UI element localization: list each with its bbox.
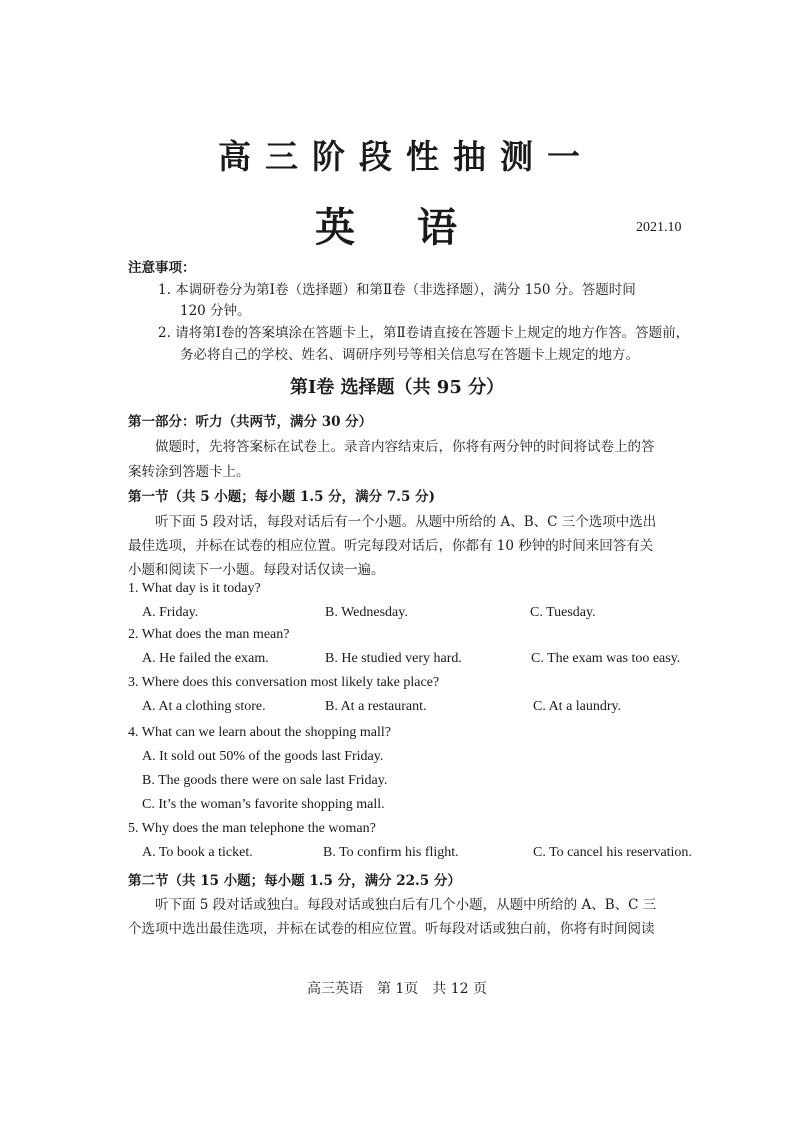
subject-title: 英语 — [315, 204, 519, 251]
question-1-option-a: A. Friday. — [142, 605, 199, 620]
question-5-option-a: A. To book a ticket. — [142, 845, 253, 860]
question-1-option-b: B. Wednesday. — [325, 605, 408, 620]
notice-item-2-line-1: 2. 请将第Ⅰ卷的答案填涂在答题卡上，第Ⅱ卷请直接在答题卡上规定的地方作答。答题前， — [158, 325, 690, 341]
question-2-option-c: C. The exam was too easy. — [531, 651, 681, 666]
part-1-heading: 第一部分：听力（共两节，满分 30 分） — [128, 414, 373, 430]
notice-item-2-line-2: 务必将自己的学校、姓名、调研序列号等相关信息写在答题卡上规定的地方。 — [180, 347, 639, 363]
question-5: 5. Why does the man telephone the woman? — [128, 821, 376, 836]
question-3-option-b: B. At a restaurant. — [325, 699, 427, 714]
part-1-intro-line-1: 做题时，先将答案标在试卷上。录音内容结束后，你将有两分钟的时间将试卷上的答 — [155, 439, 655, 455]
question-1: 1. What day is it today? — [128, 581, 261, 596]
question-1-option-c: C. Tuesday. — [530, 605, 596, 620]
section-2-heading: 第二节（共 15 小题；每小题 1.5 分，满分 22.5 分） — [128, 873, 461, 889]
question-4-option-a: A. It sold out 50% of the goods last Friday. — [142, 749, 384, 764]
exam-date: 2021.10 — [636, 220, 682, 235]
notice-heading: 注意事项： — [128, 260, 196, 276]
question-5-option-c: C. To cancel his reservation. — [533, 845, 692, 860]
notice-item-1-line-1: 1. 本调研卷分为第Ⅰ卷（选择题）和第Ⅱ卷（非选择题），满分 150 分。答题时间 — [158, 282, 636, 298]
page-footer: 高三英语 第 1页 共 12 页 — [306, 981, 488, 997]
question-2-option-b: B. He studied very hard. — [325, 651, 462, 666]
question-4-option-b: B. The goods there were on sale last Friday. — [142, 773, 388, 788]
question-2: 2. What does the man mean? — [128, 627, 290, 642]
exam-title: 高三阶段性抽测一 — [218, 137, 594, 176]
question-3-option-c: C. At a laundry. — [533, 699, 622, 714]
question-4: 4. What can we learn about the shopping mall? — [128, 725, 391, 740]
section-1-intro-line-3: 小题和阅读下一小题。每段对话仅读一遍。 — [128, 562, 385, 578]
section-1-intro-line-1: 听下面 5 段对话，每段对话后有一个小题。从题中所给的 A、B、C 三个选项中选出 — [155, 514, 657, 530]
section-2-intro-line-2: 个选项中选出最佳选项，并标在试卷的相应位置。听每段对话或独白前，你将有时间阅读 — [128, 921, 655, 937]
notice-item-1-line-2: 120 分钟。 — [180, 303, 251, 319]
question-4-option-c: C. It’s the woman’s favorite shopping mall. — [142, 797, 385, 812]
section-1-heading: 第一节（共 5 小题；每小题 1.5 分，满分 7.5 分) — [128, 489, 435, 505]
question-5-option-b: B. To confirm his flight. — [323, 845, 459, 860]
volume-1-title: 第Ⅰ卷 选择题（共 95 分） — [289, 377, 505, 398]
part-1-intro-line-2: 案转涂到答题卡上。 — [128, 464, 250, 480]
section-2-intro-line-1: 听下面 5 段对话或独白。每段对话或独白后有几个小题，从题中所给的 A、B、C 三 — [155, 897, 657, 913]
question-3-option-a: A. At a clothing store. — [142, 699, 266, 714]
question-2-option-a: A. He failed the exam. — [142, 651, 269, 666]
question-3: 3. Where does this conversation most likely take place? — [128, 675, 440, 690]
section-1-intro-line-2: 最佳选项，并标在试卷的相应位置。听完每段对话后，你都有 10 秒钟的时间来回答有关 — [128, 538, 654, 554]
